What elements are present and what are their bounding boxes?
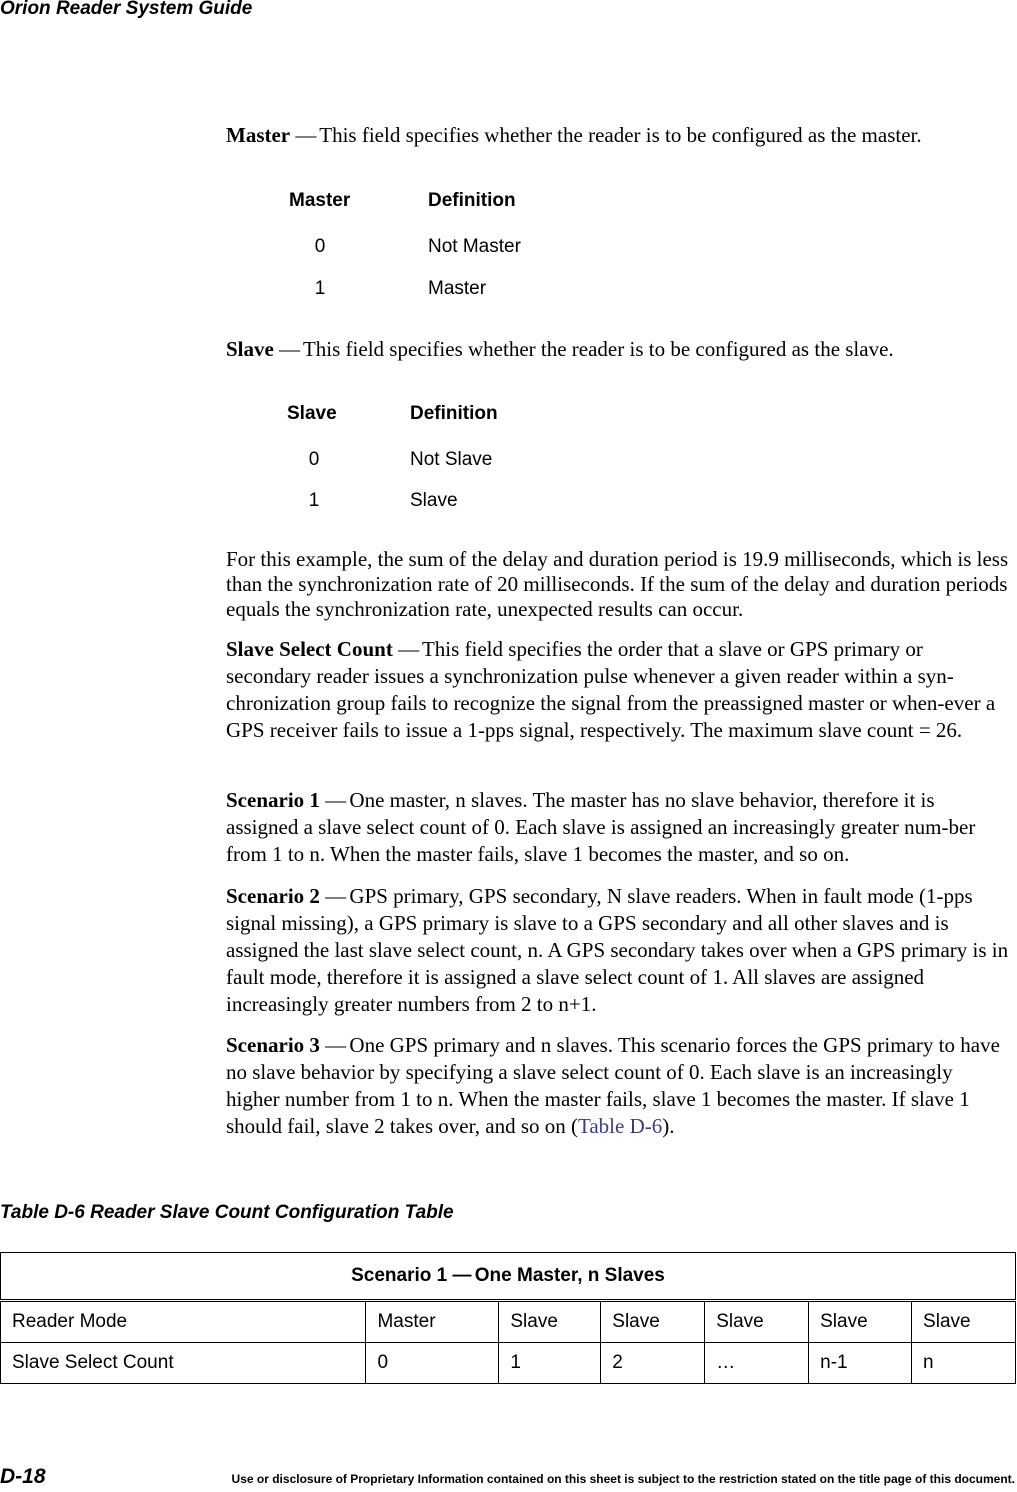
table-cell: Reader Mode xyxy=(1,1301,366,1343)
table-cell: Slave xyxy=(809,1301,912,1343)
table-cell: Slave xyxy=(705,1301,809,1343)
proprietary-notice: Use or disclosure of Proprietary Information contained on this sheet is subject to the restriction stated on the title page of this document. xyxy=(231,1472,1015,1486)
table-row xyxy=(1,1343,1016,1384)
em-dash: — xyxy=(452,1265,470,1286)
scenario2-term: Scenario 2 xyxy=(226,884,320,908)
table-cell: 2 xyxy=(601,1343,705,1384)
table-d6-link[interactable]: Table D-6 xyxy=(578,1114,663,1138)
table-title-left: Scenario 1 xyxy=(351,1265,453,1286)
scenario1-paragraph xyxy=(226,787,1011,868)
scenario1-term: Scenario 1 xyxy=(226,788,320,812)
em-dash: — xyxy=(325,884,345,908)
em-dash: — xyxy=(398,637,418,661)
table-cell: Slave xyxy=(601,1301,705,1343)
running-header: Orion Reader System Guide xyxy=(0,0,253,19)
table-cell: Master xyxy=(366,1301,499,1343)
em-dash: — xyxy=(279,337,299,361)
scenario1-text: One master, n slaves. The master has no slave behavior, therefore it is assigned a slave select count of 0. Each slave is assigned an increasingly greater num-ber from 1 to n. When the master fails, slave 1 becomes the master, and so on. xyxy=(226,788,976,866)
scenario3-text: One GPS primary and n slaves. This scenario forces the GPS primary to have no slave behavior by specifying a slave select count of 0. Each slave is an increasingly higher number from 1 to n. When the master fails, slave 1 becomes the master. If slave 1 should fail, slave 2 takes over, and so on ( xyxy=(226,1033,1000,1138)
slave-paragraph xyxy=(226,336,1011,363)
table-cell: 0 xyxy=(366,1343,499,1384)
table-title-right: One Master, n Slaves xyxy=(469,1265,665,1286)
master-table-col1-header: Master xyxy=(289,190,351,211)
example-paragraph: For this example, the sum of the delay and duration period is 19.9 milliseconds, which is less than the synchronization rate of 20 milliseconds. If the sum of the delay and duration periods equals the synchronization rate, unexpected results can occur. xyxy=(226,547,1009,621)
slave-text: This field specifies whether the reader is to be configured as the slave. xyxy=(298,337,894,361)
scenario2-text: GPS primary, GPS secondary, N slave readers. When in fault mode (1-pps signal missing), a GPS primary is slave to a GPS secondary and all other slaves and is assigned the last slave select count, n. A GPS secondary takes over when a GPS primary is in fault mode, therefore it is assigned a slave select count of 1. All slaves are assigned increasingly greater numbers from 2 to n+1. xyxy=(226,884,1009,1016)
table-caption: Table D-6 Reader Slave Count Configuration Table xyxy=(0,1202,454,1223)
table-cell: Slave xyxy=(912,1301,1016,1343)
scenario3-end: ). xyxy=(662,1114,675,1138)
table-cell: n xyxy=(912,1343,1016,1384)
master-table-value: 0 xyxy=(314,236,326,257)
table-cell: n-1 xyxy=(809,1343,912,1384)
page-number: D-18 xyxy=(0,1465,46,1488)
table-cell: 1 xyxy=(499,1343,601,1384)
table-cell: Slave xyxy=(499,1301,601,1343)
table-cell: … xyxy=(705,1343,809,1384)
slave-table-col2-header: Definition xyxy=(410,403,498,424)
slave-table-definition: Slave xyxy=(410,490,458,511)
slave-select-count-text: This field specifies the order that a slave or GPS primary or secondary reader issues a synchronization pulse whenever a given reader within a syn-chronization group fails to recognize the signal from the preassigned master or when-ever a GPS receiver fails to issue a 1-pps signal, respectively. The maximum slave count = 26. xyxy=(226,637,996,742)
slave-table-definition: Not Slave xyxy=(410,449,493,470)
em-dash: — xyxy=(325,1033,345,1057)
table-title xyxy=(1,1253,1016,1301)
master-text: This field specifies whether the reader is to be configured as the master. xyxy=(314,123,922,147)
em-dash: — xyxy=(295,123,315,147)
table-row xyxy=(1,1301,1016,1343)
slave-count-table xyxy=(0,1252,1016,1384)
slave-term: Slave xyxy=(226,337,274,361)
master-table-col2-header: Definition xyxy=(428,190,516,211)
scenario2-paragraph xyxy=(226,883,1011,1018)
master-table-value: 1 xyxy=(314,278,326,299)
master-term: Master xyxy=(226,123,291,147)
slave-select-count-paragraph xyxy=(226,636,1011,744)
slave-table-value: 1 xyxy=(308,490,320,511)
scenario3-paragraph xyxy=(226,1032,1011,1140)
scenario3-term: Scenario 3 xyxy=(226,1033,320,1057)
master-table-definition: Master xyxy=(428,278,487,299)
slave-table-value: 0 xyxy=(308,449,320,470)
table-cell: Slave Select Count xyxy=(1,1343,366,1384)
table-title-row xyxy=(1,1253,1016,1301)
slave-select-count-term: Slave Select Count xyxy=(226,637,393,661)
master-table-definition: Not Master xyxy=(428,236,521,257)
em-dash: — xyxy=(325,788,345,812)
slave-table-col1-header: Slave xyxy=(287,403,337,424)
master-paragraph xyxy=(226,122,1011,149)
